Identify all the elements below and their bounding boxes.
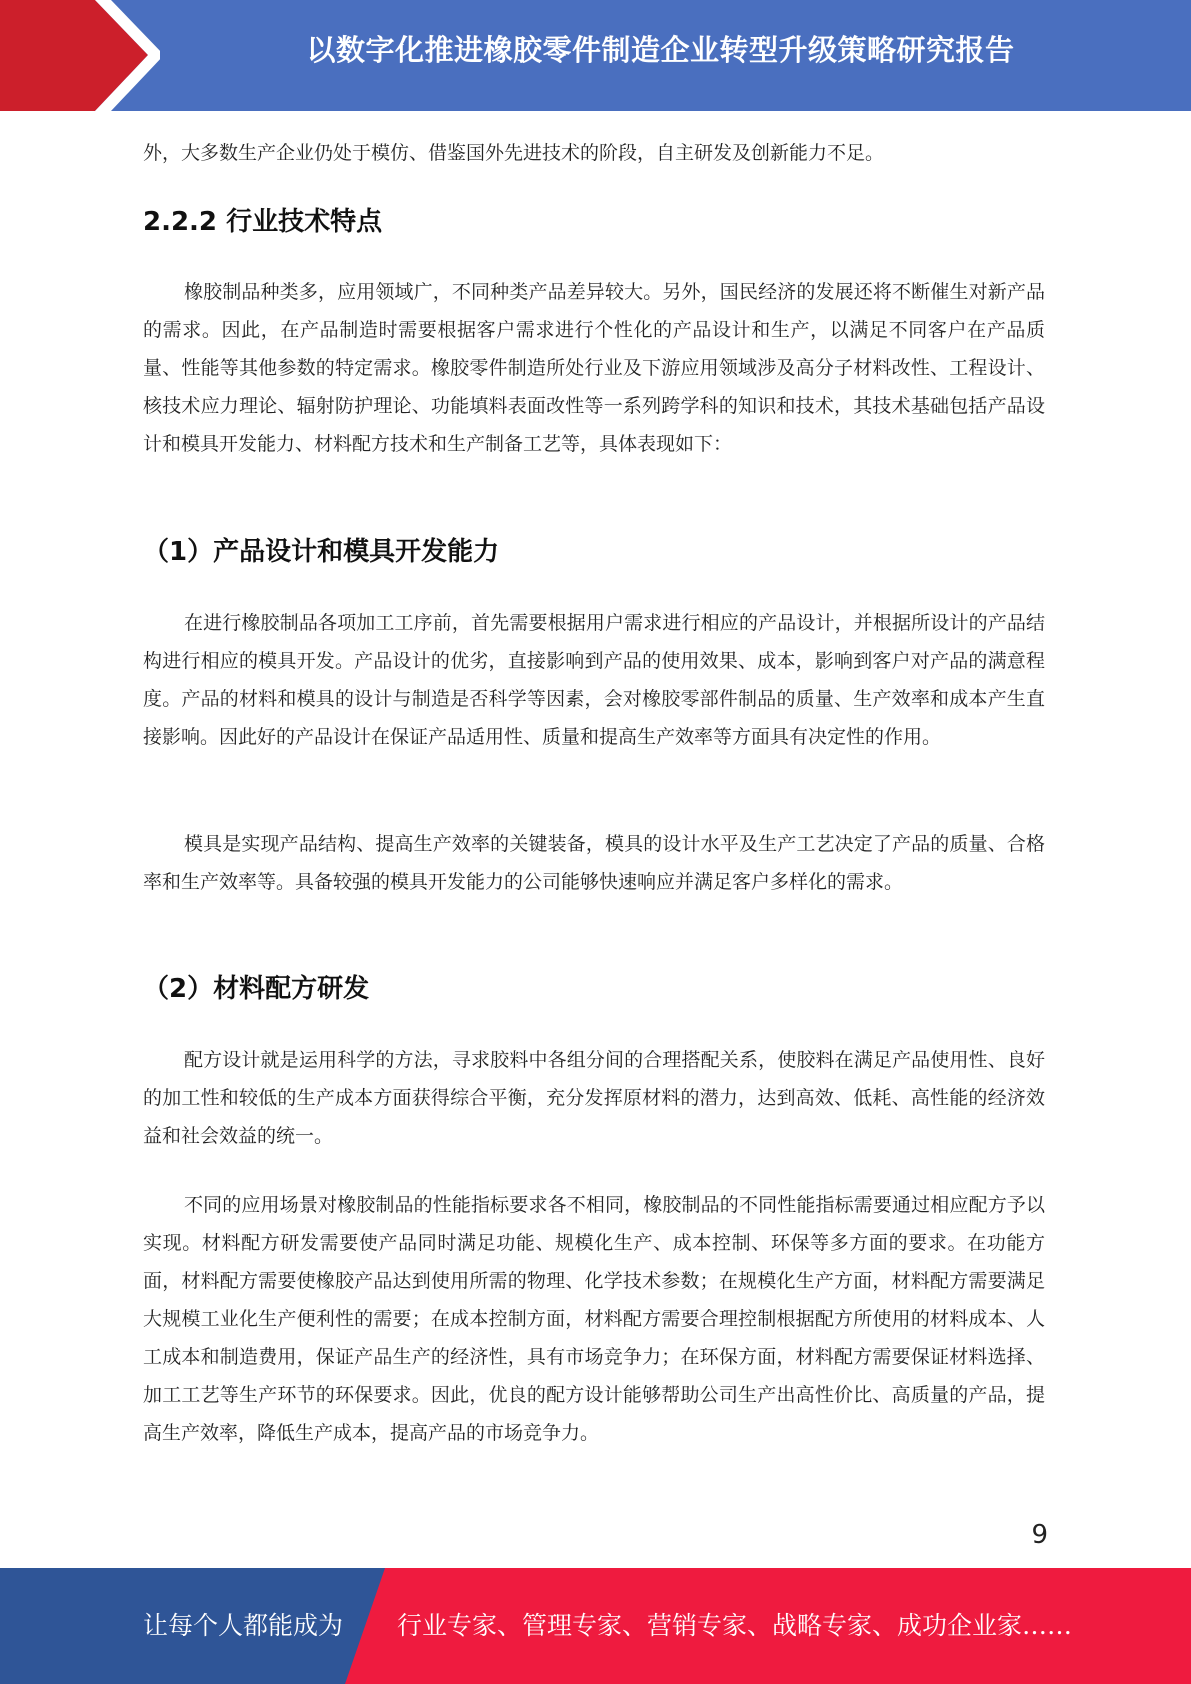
page-header — [0, 0, 1191, 111]
subsection-2-paragraph-2: 不同的应用场景对橡胶制品的性能指标要求各不相同，橡胶制品的不同性能指标需要通过相应配方予以实现。材料配方研发需要使产品同时满足功能、规模化生产、成本控制、环保等多方面的要求。在功能方面，材料配方需要使橡胶产品达到使用所需的物理、化学技术参数；在规模化生产方面，材料配方需要满足大规模工业化生产便利性的需要；在成本控制方面，材料配方需要合理控制根据配方所使用的材料成本、人工成本和制造费用，保证产品生产的经济性，具有市场竞争力；在环保方面，材料配方需要保证材料选择、加工工艺等生产环节的环保要求。因此，优良的配方设计能够帮助公司生产出高性价比、高质量的产品，提高生产效率，降低生产成本，提高产品的市场竞争力。 — [143, 1194, 1045, 1444]
subsection-1-paragraph-2: 模具是实现产品结构、提高生产效率的关键装备，模具的设计水平及生产工艺决定了产品的质量、合格率和生产效率等。具备较强的模具开发能力的公司能够快速响应并满足客户多样化的需求。 — [143, 833, 1045, 893]
page-footer — [0, 1568, 1191, 1684]
subsection-heading-2: （2）材料配方研发 — [143, 974, 370, 1004]
page-number: 9 — [1031, 1520, 1048, 1550]
subsection-1-paragraph-1: 在进行橡胶制品各项加工工序前，首先需要根据用户需求进行相应的产品设计，并根据所设计的产品结构进行相应的模具开发。产品设计的优劣，直接影响到产品的使用效果、成本，影响到客户对产品的满意程度。产品的材料和模具的设计与制造是否科学等因素，会对橡胶零部件制品的质量、生产效率和成本产生直接影响。因此好的产品设计在保证产品适用性、质量和提高生产效率等方面具有决定性的作用。 — [143, 612, 1045, 748]
header-arrow-decoration — [0, 0, 160, 111]
subsection-2-paragraph-1: 配方设计就是运用科学的方法，寻求胶料中各组分间的合理搭配关系，使胶料在满足产品使用性、良好的加工性和较低的生产成本方面获得综合平衡，充分发挥原材料的潜力，达到高效、低耗、高性能的经济效益和社会效益的统一。 — [143, 1049, 1045, 1147]
section-paragraph: 橡胶制品种类多，应用领域广，不同种类产品差异较大。另外，国民经济的发展还将不断催生对新产品的需求。因此，在产品制造时需要根据客户需求进行个性化的产品设计和生产，以满足不同客户在产品质量、性能等其他参数的特定需求。橡胶零件制造所处行业及下游应用领域涉及高分子材料改性、工程设计、核技术应力理论、辐射防护理论、功能填料表面改性等一系列跨学科的知识和技术，其技术基础包括产品设计和模具开发能力、材料配方技术和生产制备工艺等，具体表现如下： — [143, 281, 1045, 455]
lead-line: 外，大多数生产企业仍处于模仿、借鉴国外先进技术的阶段，自主研发及创新能力不足。 — [143, 142, 885, 164]
footer-slogan-right: 行业专家、管理专家、营销专家、战略专家、成功企业家…… — [397, 1611, 1073, 1640]
section-heading: 2.2.2 行业技术特点 — [143, 207, 383, 237]
footer-slogan-left: 让每个人都能成为 — [143, 1611, 344, 1640]
report-title: 以数字化推进橡胶零件制造企业转型升级策略研究报告 — [306, 33, 1015, 67]
subsection-heading-1: （1）产品设计和模具开发能力 — [143, 537, 500, 567]
